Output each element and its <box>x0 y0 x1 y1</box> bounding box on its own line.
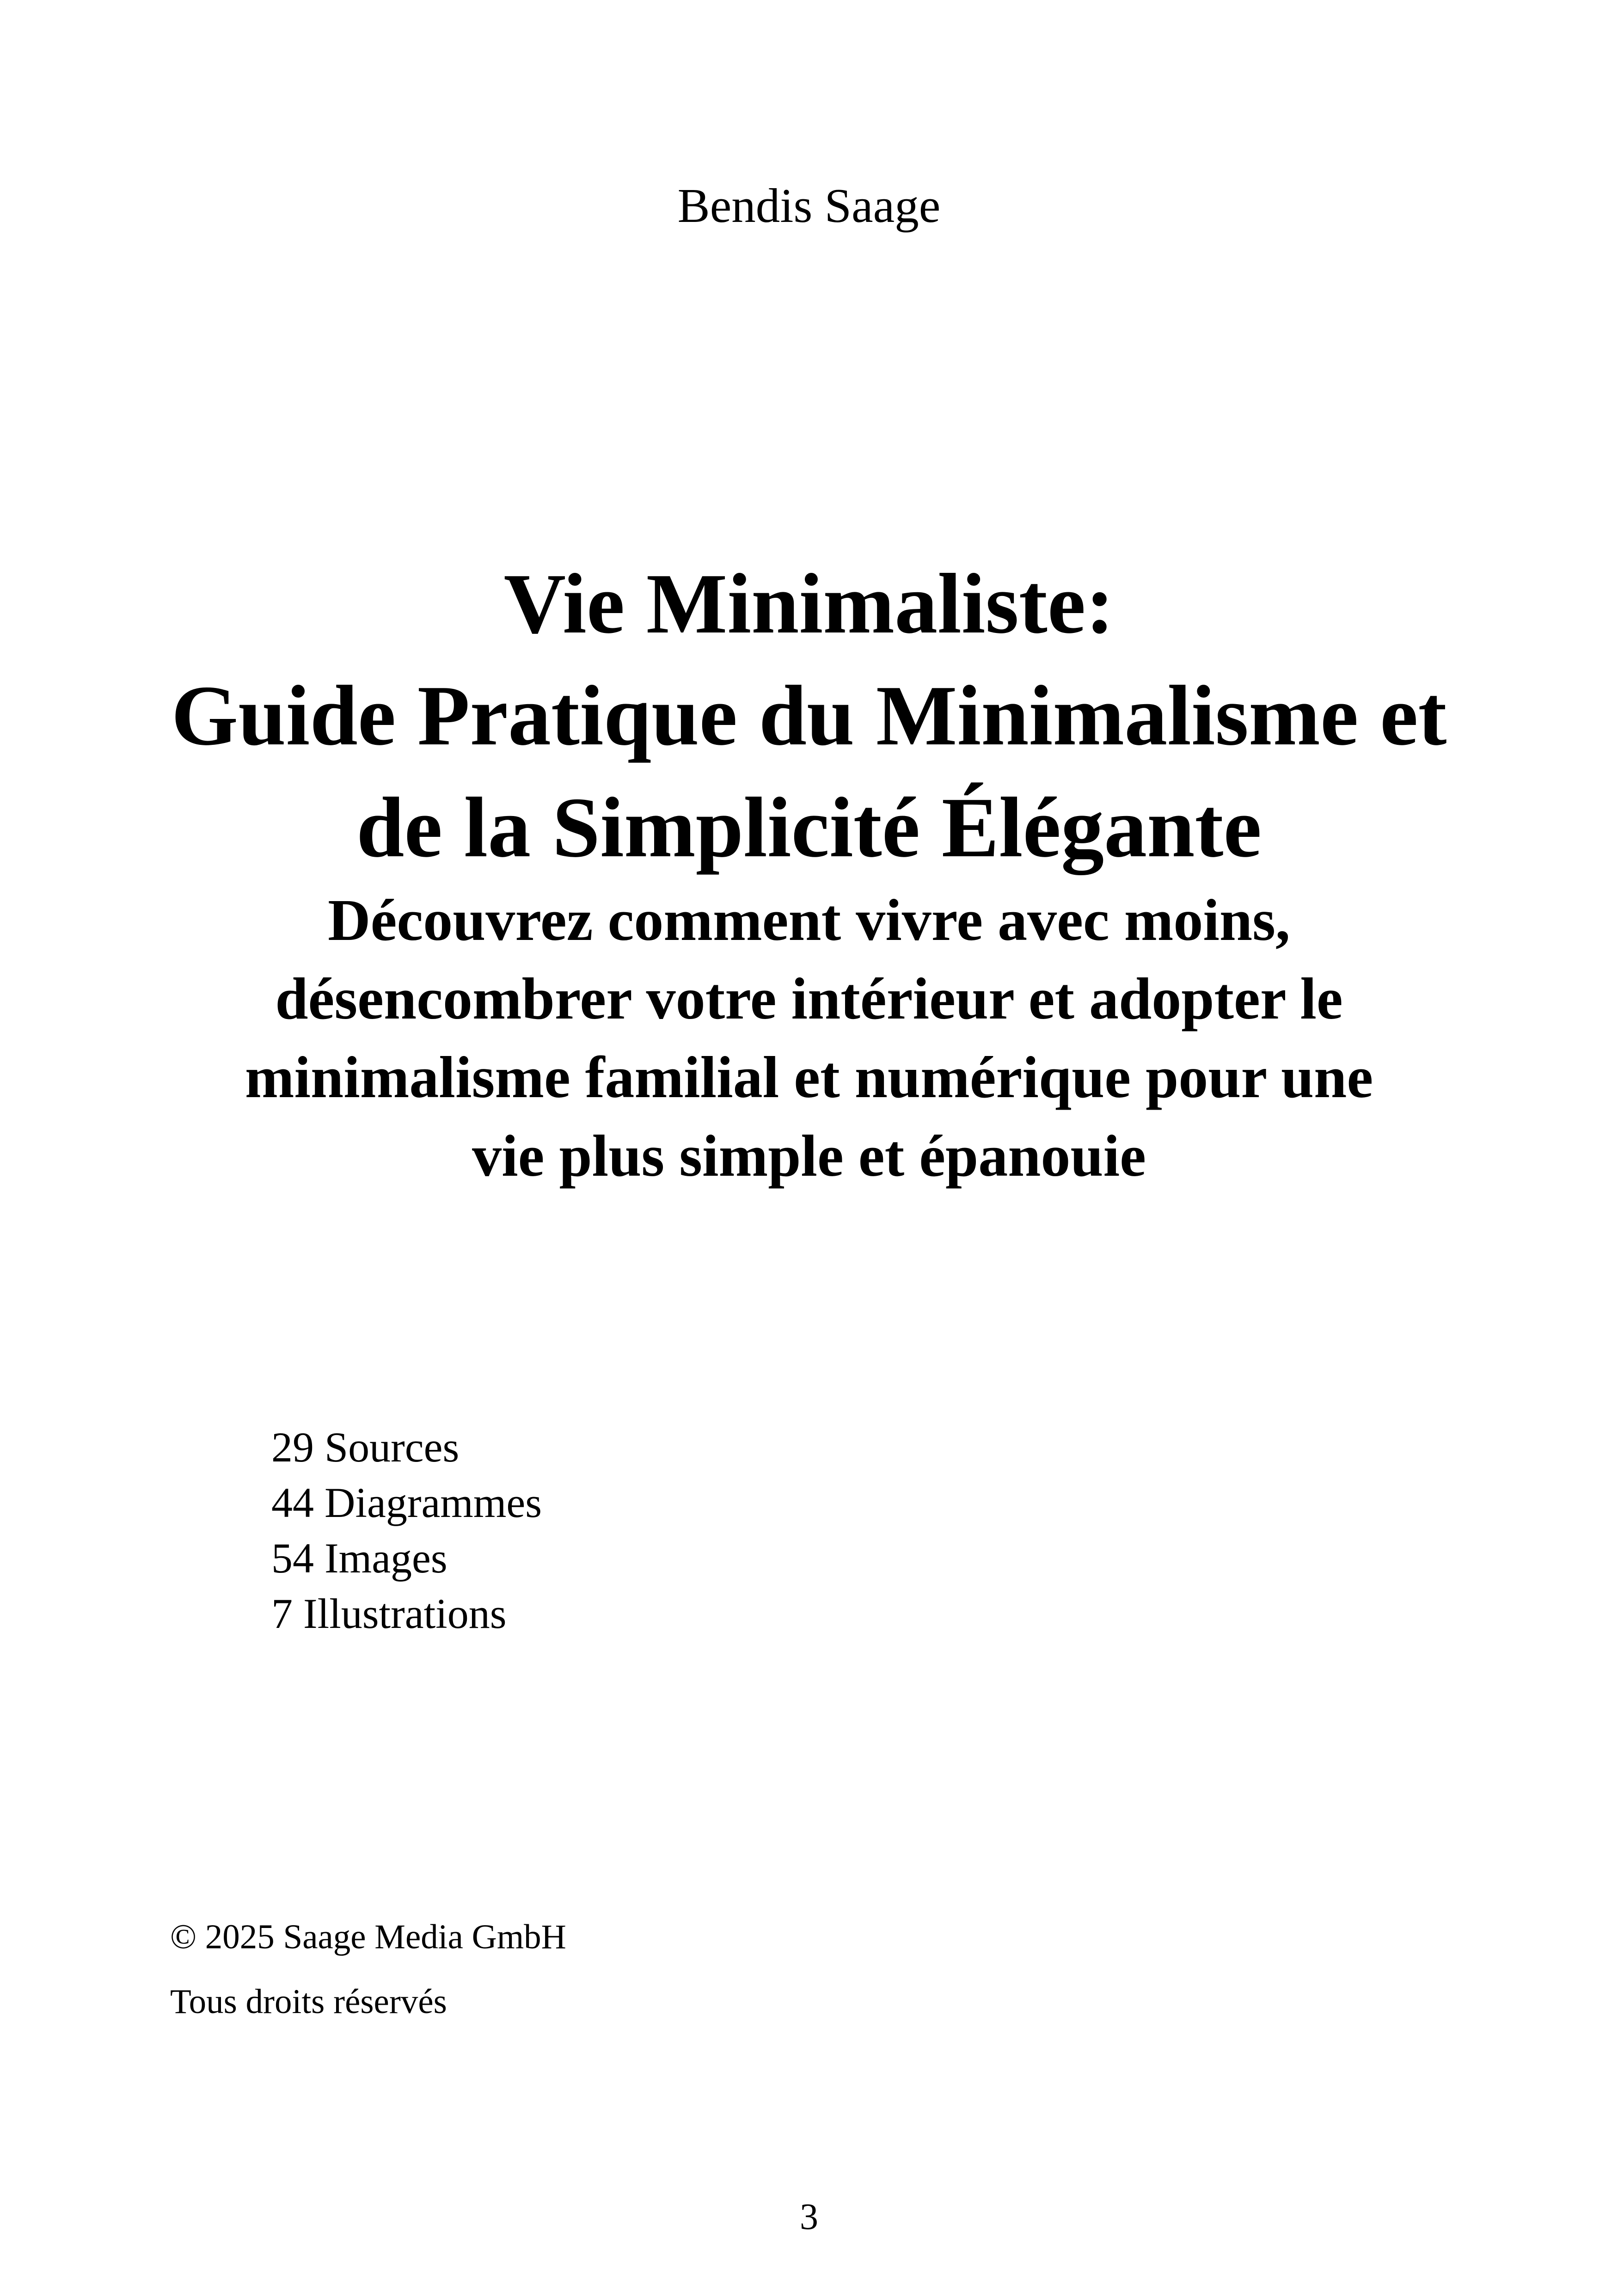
book-subtitle <box>92 881 1526 1195</box>
subtitle-line: vie plus simple et épanouie <box>472 1123 1146 1189</box>
stats-sources: 29 Sources <box>271 1424 460 1471</box>
title-line: Guide Pratique du Minimalisme et <box>171 668 1447 763</box>
stats-illustrations: 7 Illustrations <box>271 1590 507 1637</box>
stats-images: 54 Images <box>271 1535 447 1582</box>
rights-notice: Tous droits réservés <box>170 1983 447 2021</box>
copyright-notice: © 2025 Saage Media GmbH <box>170 1918 566 1956</box>
title-line: Vie Minimaliste: <box>503 556 1115 651</box>
page-number: 3 <box>800 2197 818 2237</box>
subtitle-line: minimalisme familial et numérique pour une <box>245 1044 1373 1110</box>
subtitle-line: Découvrez comment vivre avec moins, <box>328 887 1290 953</box>
stats-diagrams: 44 Diagrammes <box>271 1479 542 1526</box>
subtitle-line: désencombrer votre intérieur et adopter le <box>275 966 1343 1031</box>
content-stats-list <box>271 1419 542 1641</box>
book-title <box>92 548 1526 884</box>
author-name: Bendis Saage <box>677 178 941 233</box>
title-line: de la Simplicité Élégante <box>356 780 1262 875</box>
